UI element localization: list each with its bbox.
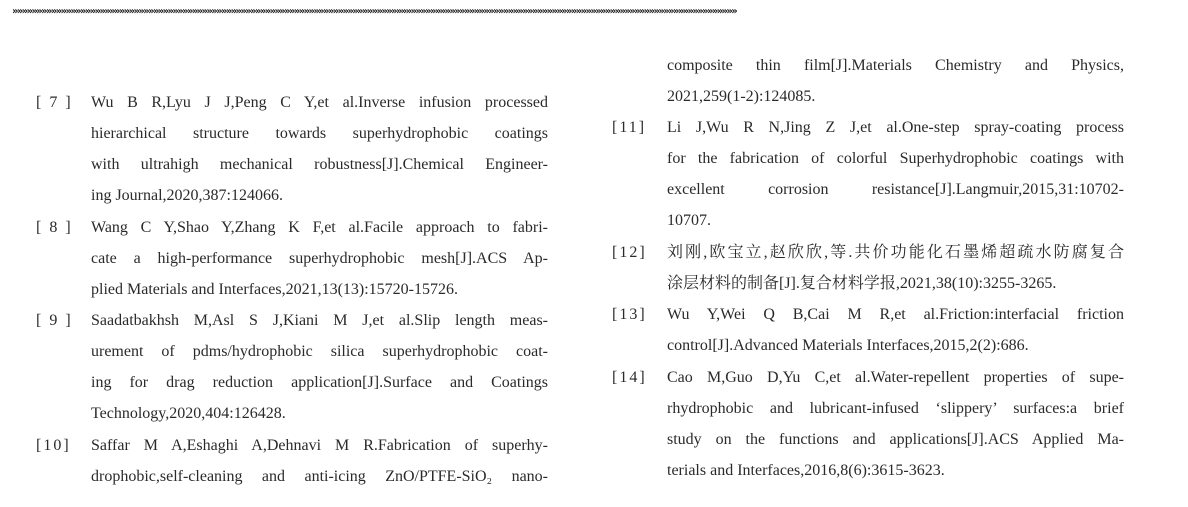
reference-line: 涂层材料的制备[J].复合材料学报,2021,38(10):3255-3265. <box>667 275 1057 292</box>
reference-number: [11] <box>612 119 647 136</box>
reference-number: [ 9 ] <box>36 312 73 329</box>
reference-number: [12] <box>612 244 647 261</box>
reference-line: Wu Y,Wei Q B,Cai M R,et al.Friction:interfacial friction <box>667 306 1124 323</box>
reference-text <box>667 362 1124 486</box>
reference-line: composite thin film[J].Materials Chemistry and Physics, <box>667 57 1124 74</box>
reference-text <box>667 112 1124 236</box>
reference-line: terials and Interfaces,2016,8(6):3615-3623. <box>667 462 945 479</box>
reference-line: excellent corrosion resistance[J].Langmuir,2015,31:10702- <box>667 181 1124 198</box>
reference-number: [13] <box>612 306 647 323</box>
reference-text <box>91 305 548 429</box>
reference-7 <box>36 87 548 211</box>
reference-9 <box>36 305 548 429</box>
reference-14 <box>612 362 1124 486</box>
reference-text <box>91 87 548 211</box>
reference-10 <box>36 430 548 492</box>
reference-number: [14] <box>612 369 647 386</box>
reference-8 <box>36 212 548 305</box>
reference-line: study on the functions and applications[J].ACS Applied Ma- <box>667 431 1124 448</box>
reference-line: ing for drag reduction application[J].Surface and Coatings <box>91 374 548 391</box>
reference-10-continuation <box>667 50 1124 112</box>
reference-line: cate a high-performance superhydrophobic mesh[J].ACS Ap- <box>91 250 548 267</box>
reference-line: Technology,2020,404:126428. <box>91 405 286 422</box>
reference-line: plied Materials and Interfaces,2021,13(13):15720-15726. <box>91 281 459 298</box>
reference-line: rhydrophobic and lubricant-infused ‘slippery’ surfaces:a brief <box>667 400 1124 417</box>
reference-line: Wang C Y,Shao Y,Zhang K F,et al.Facile approach to fabri- <box>91 219 548 236</box>
reference-line: Wu B R,Lyu J J,Peng C Y,et al.Inverse infusion processed <box>91 94 548 111</box>
reference-number: [10] <box>36 437 71 454</box>
reference-text <box>667 299 1124 361</box>
reference-number: [ 8 ] <box>36 219 73 236</box>
reference-line: 10707. <box>667 212 711 229</box>
reference-12 <box>612 237 1124 299</box>
reference-line: 刘刚,欧宝立,赵欣欣,等.共价功能化石墨烯超疏水防腐复合 <box>667 244 1124 261</box>
reference-line: with ultrahigh mechanical robustness[J].Chemical Engineer- <box>91 156 548 173</box>
reference-number: [ 7 ] <box>36 94 73 111</box>
reference-line: Saffar M A,Eshaghi A,Dehnavi M R.Fabrication of superhy- <box>91 437 548 454</box>
reference-line: 2021,259(1-2):124085. <box>667 88 816 105</box>
reference-line: Cao M,Guo D,Yu C,et al.Water-repellent properties of supe- <box>667 369 1124 386</box>
reference-line: ing Journal,2020,387:124066. <box>91 187 283 204</box>
reference-line: hierarchical structure towards superhydrophobic coatings <box>91 125 548 142</box>
reference-text <box>91 430 548 492</box>
reference-11 <box>612 112 1124 236</box>
reference-13 <box>612 299 1124 361</box>
reference-line: urement of pdms/hydrophobic silica superhydrophobic coat- <box>91 343 548 360</box>
reference-line: Li J,Wu R N,Jing Z J,et al.One-step spray-coating process <box>667 119 1124 136</box>
reference-text <box>91 212 548 305</box>
reference-line: control[J].Advanced Materials Interfaces,2015,2(2):686. <box>667 337 1029 354</box>
reference-text <box>667 237 1124 299</box>
reference-line: drophobic,self-cleaning and anti-icing ZnO/PTFE-SiO₂ nano- <box>91 468 548 485</box>
reference-line: for the fabrication of colorful Superhydrophobic coatings with <box>667 150 1124 167</box>
reference-line: Saadatbakhsh M,Asl S J,Kiani M J,et al.Slip length meas- <box>91 312 548 329</box>
header-decorative-rule: »»»»»»»»»»»»»»»»»»»»»»»»»»»»»»»»»»»»»»»»»»»»»»»»»»»»»»»»»»»»»»»»»»»»»»»»»»»»»»»»»»»»»»»»»»»»»»»»»»»»»»»»»»»»»»»»»»»»»»»»»»»»»»»»»»»»»»»»»»»»»»»»»»»»» <box>12 6 737 17</box>
